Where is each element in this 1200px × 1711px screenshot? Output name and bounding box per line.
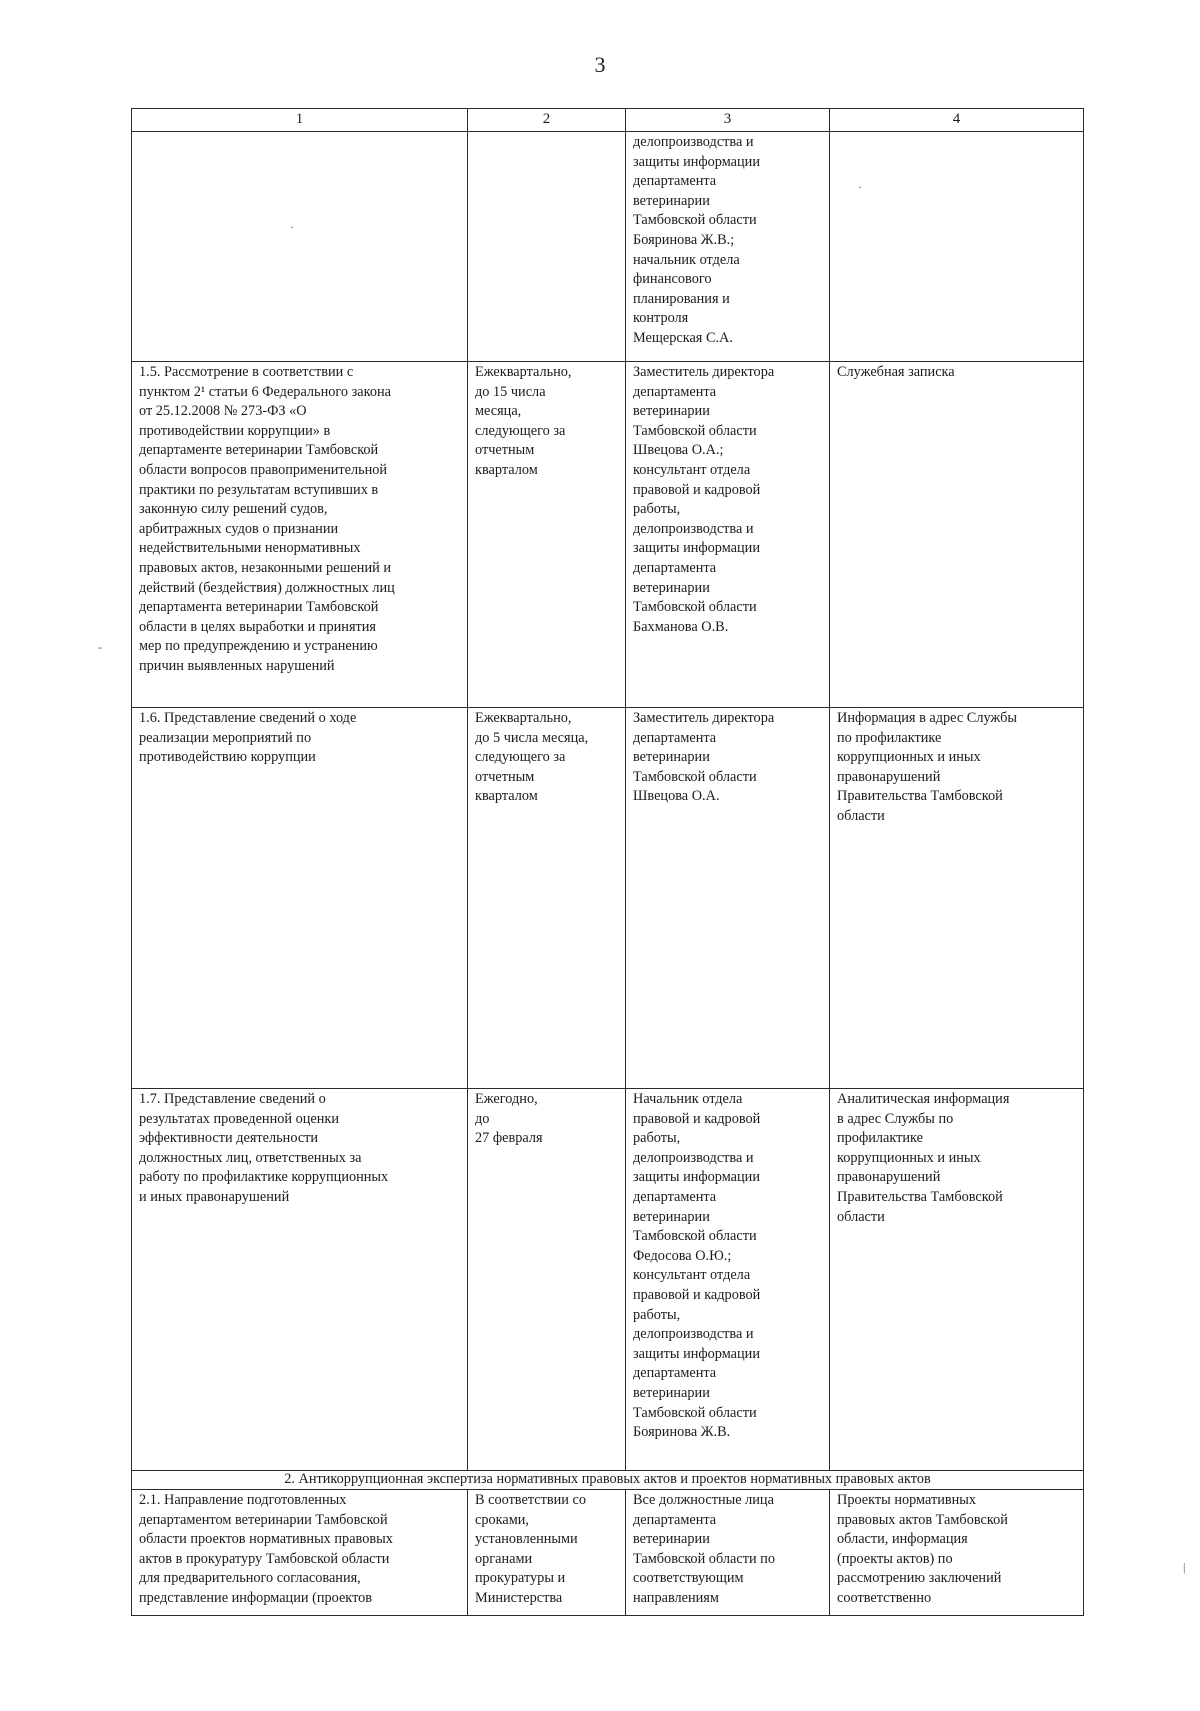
result-cell: Служебная записка <box>830 362 1084 708</box>
table-row <box>132 1089 1084 1471</box>
column-header: 2 <box>468 109 626 132</box>
page-number: 3 <box>594 52 606 77</box>
deadline-cell: В соответствии со сроками, установленными органами прокуратуры и Министерства <box>468 1490 626 1616</box>
result-cell: Информация в адрес Службы по профилактике коррупционных и иных правонарушений Правительства Тамбовской области <box>830 708 1084 1089</box>
scan-speck: · <box>858 180 862 194</box>
column-header: 3 <box>626 109 830 132</box>
responsible-cell: Начальник отдела правовой и кадровой работы, делопроизводства и защиты информации департамента ветеринарии Тамбовской области Федосова О.Ю.; консультант отдела правовой и кадровой работы, делопроизводства и защиты информации департамента ветеринарии Тамбовской области Бояринова Ж.В. <box>626 1089 830 1471</box>
result-cell: Проекты нормативных правовых актов Тамбовской области, информация (проекты актов) по рассмотрению заключений соответственно <box>830 1490 1084 1616</box>
deadline-cell <box>468 132 626 362</box>
scan-speck: - <box>98 640 102 654</box>
scan-speck: | <box>1183 1560 1186 1574</box>
deadline-cell: Ежегодно, до 27 февраля <box>468 1089 626 1471</box>
table-row <box>132 708 1084 1089</box>
column-header: 1 <box>132 109 468 132</box>
measure-cell: 2.1. Направление подготовленных департаментом ветеринарии Тамбовской области проектов нормативных правовых актов в прокуратуру Тамбовской области для предварительного согласования, представление информации (проектов <box>132 1490 468 1616</box>
scan-speck: · <box>290 220 294 234</box>
result-cell: Аналитическая информация в адрес Службы по профилактике коррупционных и иных правонарушений Правительства Тамбовской области <box>830 1089 1084 1471</box>
table-row <box>132 132 1084 362</box>
measure-cell <box>132 132 468 362</box>
section-title: 2. Антикоррупционная экспертиза нормативных правовых актов и проектов нормативных правовых актов <box>132 1471 1084 1490</box>
table-row <box>132 362 1084 708</box>
section-heading-row <box>132 1471 1084 1490</box>
result-cell <box>830 132 1084 362</box>
responsible-cell: Заместитель директора департамента ветеринарии Тамбовской области Швецова О.А.; консультант отдела правовой и кадровой работы, делопроизводства и защиты информации департамента ветеринарии Тамбовской области Бахманова О.В. <box>626 362 830 708</box>
measure-cell: 1.6. Представление сведений о ходе реализации мероприятий по противодействию коррупции <box>132 708 468 1089</box>
responsible-cell: Заместитель директора департамента ветеринарии Тамбовской области Швецова О.А. <box>626 708 830 1089</box>
measures-table <box>131 108 1084 1616</box>
deadline-cell: Ежеквартально, до 5 числа месяца, следующего за отчетным кварталом <box>468 708 626 1089</box>
responsible-cell: делопроизводства и защиты информации департамента ветеринарии Тамбовской области Бояринова Ж.В.; начальник отдела финансового планирования и контроля Мещерская С.А. <box>626 132 830 362</box>
table-row <box>132 1490 1084 1616</box>
deadline-cell: Ежеквартально, до 15 числа месяца, следующего за отчетным кварталом <box>468 362 626 708</box>
column-header: 4 <box>830 109 1084 132</box>
measure-cell: 1.5. Рассмотрение в соответствии с пунктом 2¹ статьи 6 Федерального закона от 25.12.2008 № 273-ФЗ «О противодействии коррупции» в департаменте ветеринарии Тамбовской области вопросов правоприменительной практики по результатам вступивших в законную силу решений судов, арбитражных судов о признании недействительными ненормативных правовых актов, незаконными решений и действий (бездействия) должностных лиц департамента ветеринарии Тамбовской области в целях выработки и принятия мер по предупреждению и устранению причин выявленных нарушений <box>132 362 468 708</box>
responsible-cell: Все должностные лица департамента ветеринарии Тамбовской области по соответствующим направлениям <box>626 1490 830 1616</box>
table-header-row <box>132 109 1084 132</box>
measure-cell: 1.7. Представление сведений о результатах проведенной оценки эффективности деятельности должностных лиц, ответственных за работу по профилактике коррупционных и иных правонарушений <box>132 1089 468 1471</box>
